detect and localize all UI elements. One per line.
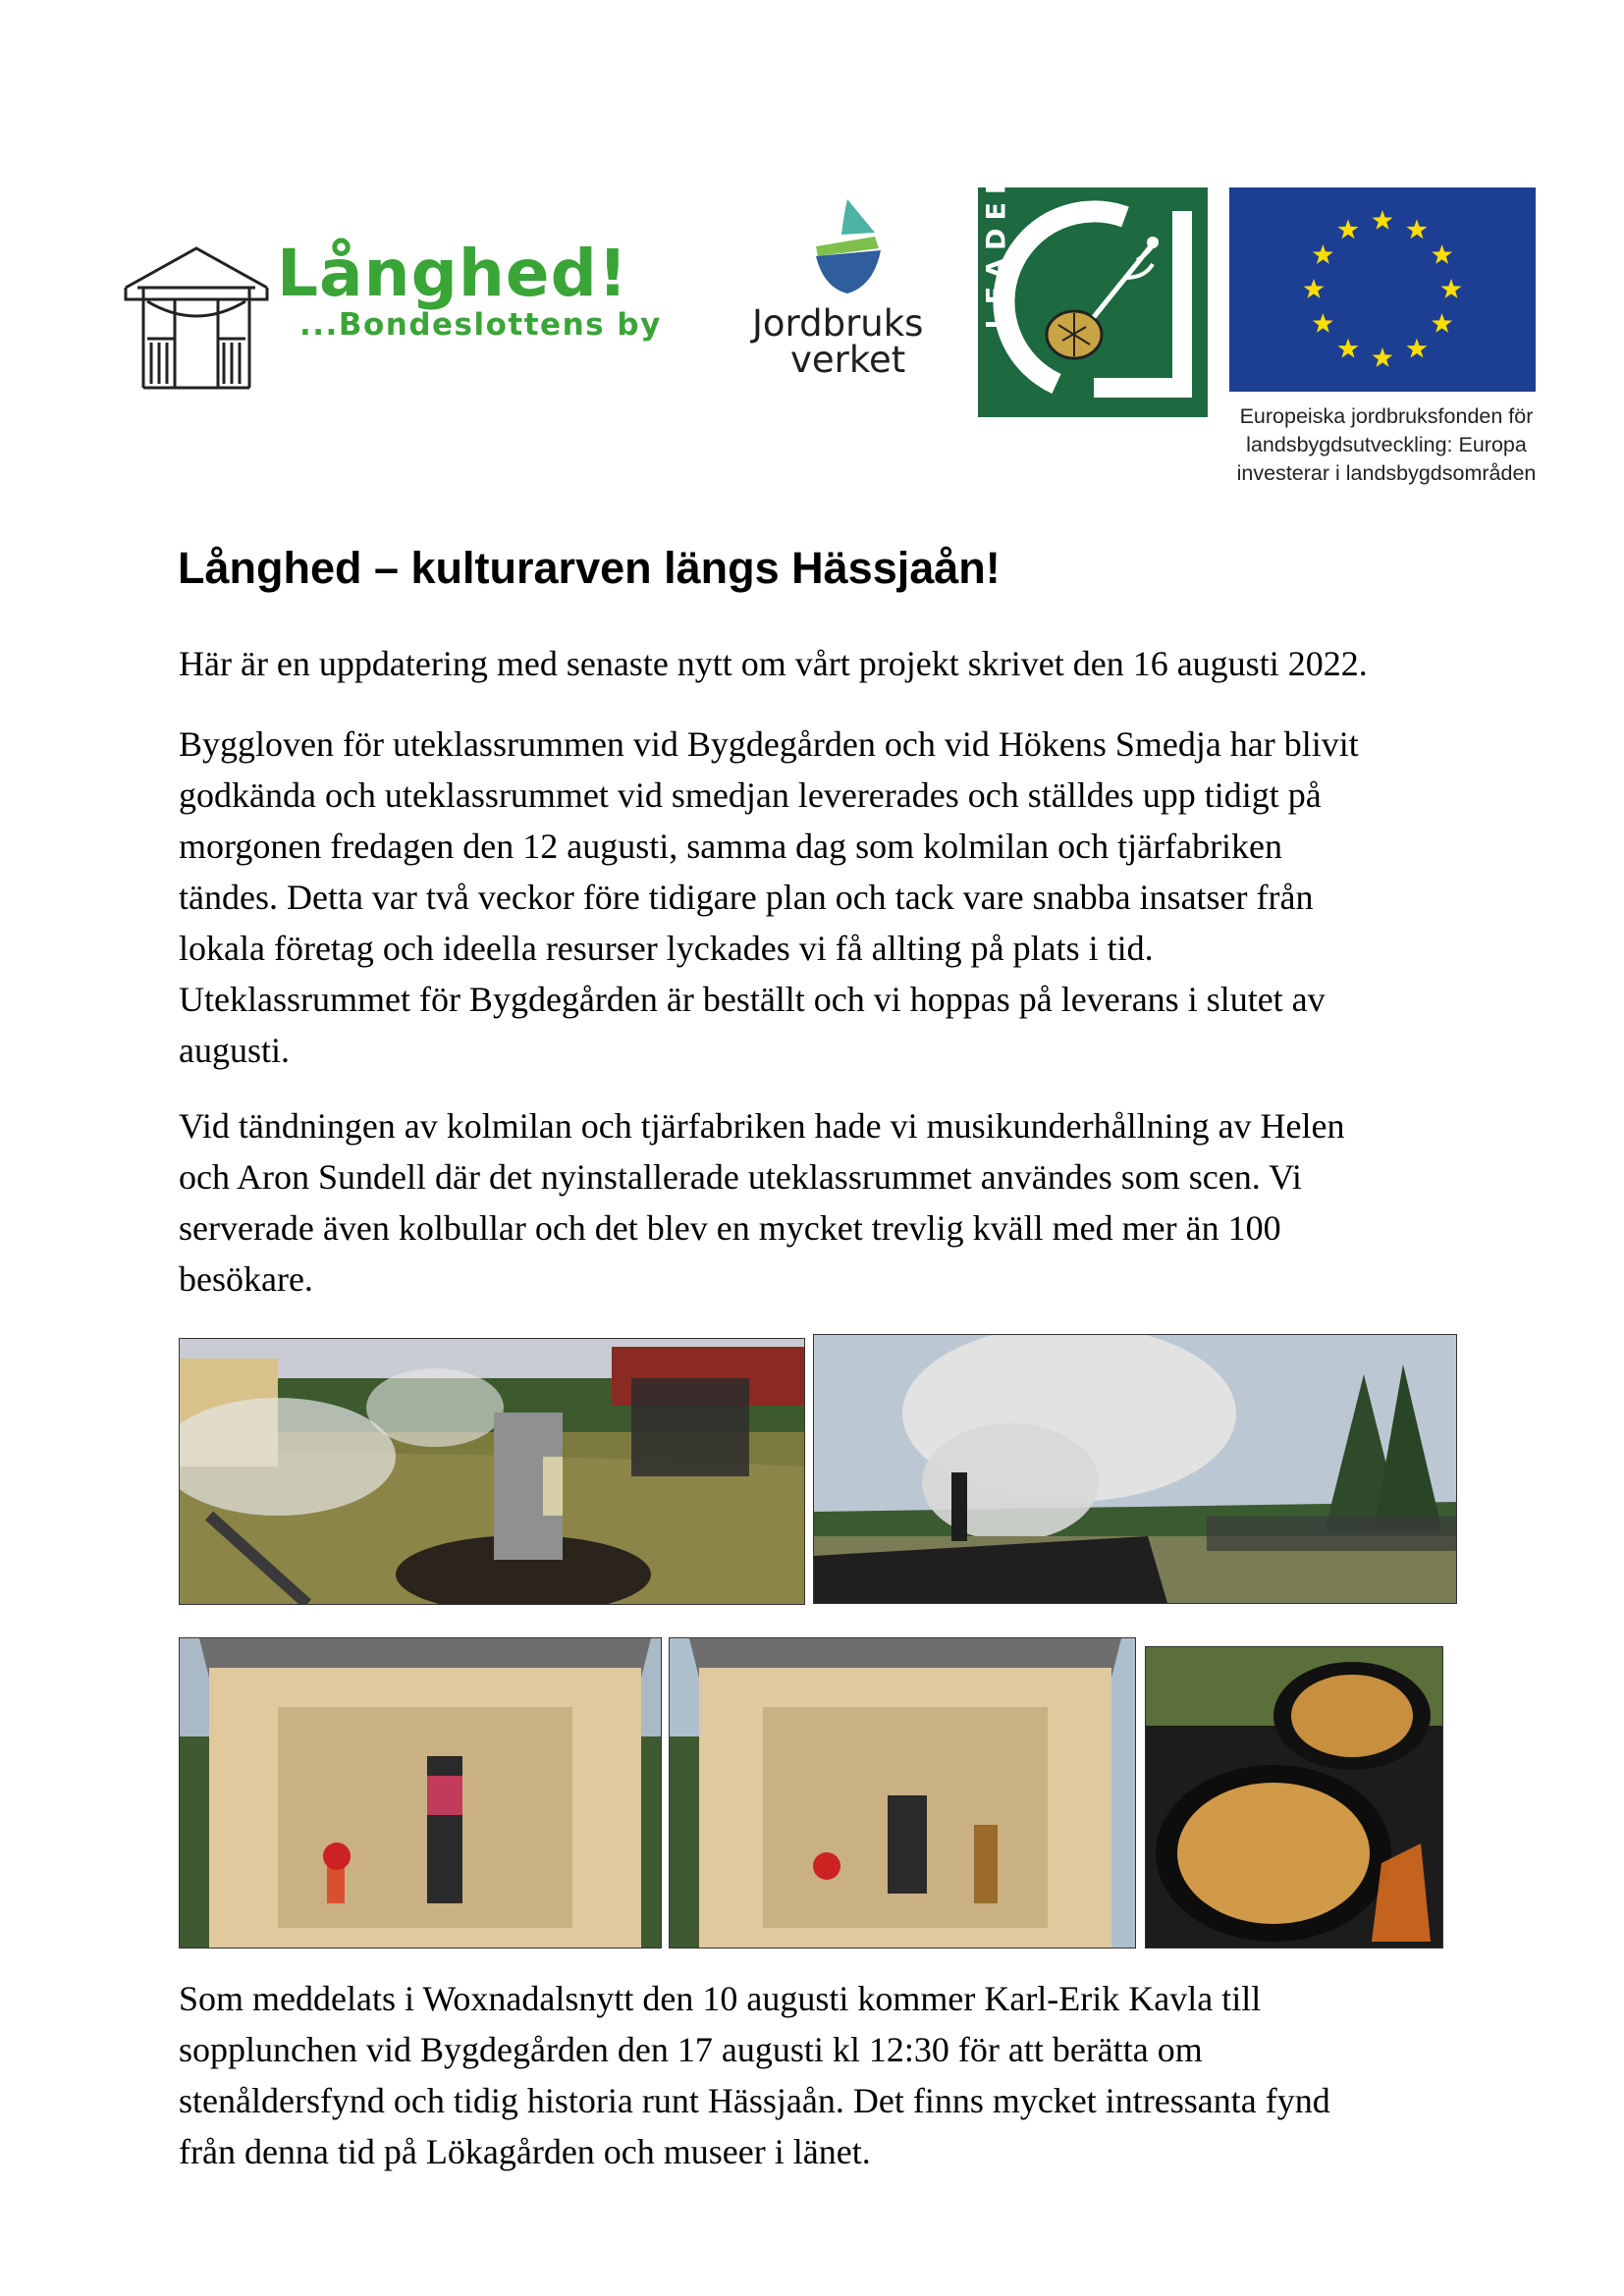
paragraph-line: stenåldersfynd och tidig historia runt Hässjaån. Det finns mycket intressanta fynd bbox=[179, 2081, 1330, 2120]
paragraph-line: augusti. bbox=[179, 1031, 290, 1070]
photo-musician-aron bbox=[669, 1637, 1136, 1949]
photo-crowd-smoke bbox=[813, 1334, 1457, 1604]
page-title: Långhed – kulturarven längs Hässjaån! bbox=[178, 543, 1001, 593]
paragraph-line: serverade även kolbullar och det blev en mycket trevlig kväll med mer än 100 bbox=[179, 1208, 1281, 1248]
jordbruksverket-emblem-icon bbox=[731, 191, 972, 309]
eu-star-icon bbox=[1304, 279, 1325, 298]
eu-star-icon bbox=[1373, 210, 1393, 230]
eu-star-icon bbox=[1432, 244, 1452, 264]
eu-star-icon bbox=[1373, 347, 1393, 367]
paragraph-line: lokala företag och ideella resurser lyckades vi få allting på plats i tid. bbox=[179, 929, 1154, 968]
eu-stars-icon bbox=[1229, 187, 1536, 392]
leader-emblem-icon bbox=[978, 187, 1208, 417]
paragraph-building-permits bbox=[179, 719, 1485, 1076]
photo-kolbullar bbox=[1145, 1646, 1443, 1949]
paragraph-line: godkända och uteklassrummet vid smedjan levererades och ställdes upp tidigt på bbox=[179, 775, 1322, 815]
paragraph-music-event bbox=[179, 1100, 1485, 1305]
paragraph-line: tändes. Detta var två veckor före tidigare plan och tack vare snabba insatser från bbox=[179, 878, 1314, 917]
paragraph-line: och Aron Sundell där det nyinstallerade uteklassrummet användes som scen. Vi bbox=[179, 1157, 1302, 1197]
paragraph-line: Uteklassrummet för Bygdegården är beställt och vi hoppas på leverans i slutet av bbox=[179, 980, 1326, 1019]
eu-caption-line2: landsbygdsutveckling: Europa bbox=[1246, 433, 1527, 456]
leader-logo bbox=[978, 187, 1208, 417]
paragraph-line: besökare. bbox=[179, 1259, 313, 1299]
jordbruksverket-line1: Jordbruks bbox=[752, 302, 924, 345]
paragraph-line: Byggloven för uteklassrummen vid Bygdegården och vid Hökens Smedja har blivit bbox=[179, 724, 1359, 764]
eu-star-icon bbox=[1407, 219, 1428, 239]
eu-flag bbox=[1229, 187, 1536, 392]
house-icon bbox=[118, 240, 275, 398]
photo-kiln bbox=[179, 1338, 805, 1605]
eu-star-icon bbox=[1338, 339, 1359, 358]
paragraph-line: morgonen fredagen den 12 augusti, samma dag som kolmilan och tjärfabriken bbox=[179, 827, 1283, 866]
langhed-title: Långhed! bbox=[277, 236, 628, 311]
eu-star-icon bbox=[1313, 244, 1333, 264]
eu-star-icon bbox=[1338, 219, 1359, 239]
intro-paragraph bbox=[179, 638, 1485, 689]
paragraph-lecture bbox=[179, 1973, 1485, 2177]
intro-line: Här är en uppdatering med senaste nytt om vårt projekt skrivet den 16 augusti 2022. bbox=[179, 644, 1368, 683]
langhed-subtitle: ...Bondeslottens by bbox=[299, 307, 662, 343]
paragraph-line: från denna tid på Lökagården och museer i länet. bbox=[179, 2132, 871, 2171]
paragraph-line: Som meddelats i Woxnadalsnytt den 10 augusti kommer Karl-Erik Kavla till bbox=[179, 1979, 1262, 2018]
leader-text bbox=[982, 251, 1012, 330]
eu-star-icon bbox=[1407, 339, 1428, 358]
eu-star-icon bbox=[1441, 279, 1462, 298]
eu-star-icon bbox=[1432, 313, 1452, 333]
eu-caption-line3: investerar i landsbygdsområden bbox=[1236, 461, 1537, 485]
paragraph-line: sopplunchen vid Bygdegården den 17 augusti kl 12:30 för att berätta om bbox=[179, 2030, 1203, 2069]
eu-star-icon bbox=[1313, 313, 1333, 333]
eu-caption-line1: Europeiska jordbruksfonden för bbox=[1239, 404, 1534, 428]
paragraph-line: Vid tändningen av kolmilan och tjärfabriken hade vi musikunderhållning av Helen bbox=[179, 1106, 1345, 1146]
photo-musician-helen bbox=[179, 1637, 662, 1949]
jordbruksverket-line2: verket bbox=[790, 339, 906, 381]
